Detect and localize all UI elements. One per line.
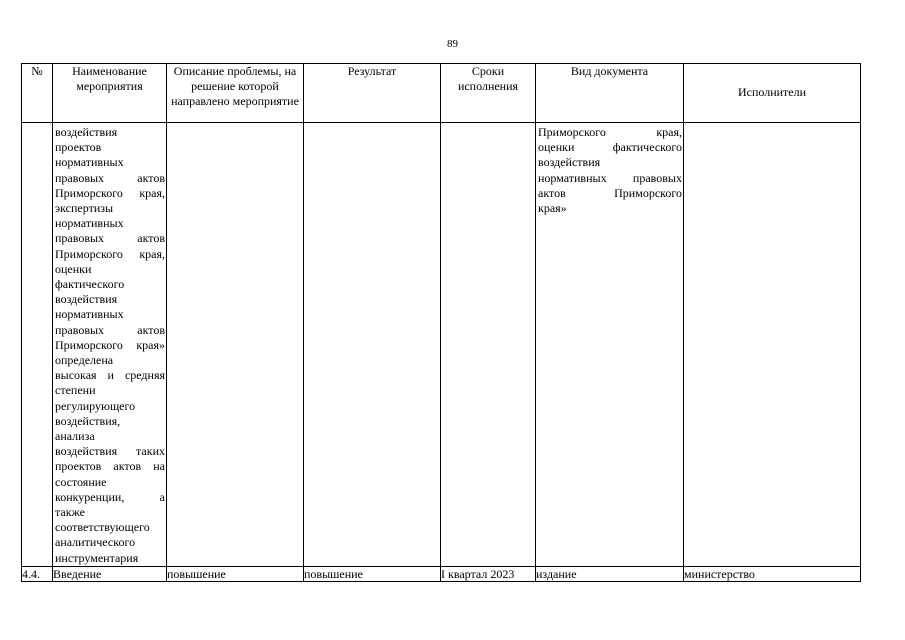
text-line: воздействия, bbox=[55, 413, 121, 428]
text-line: нормативных bbox=[55, 155, 124, 170]
cell-document-type bbox=[536, 123, 684, 567]
cell-measure-name: Введение bbox=[53, 566, 167, 581]
text-line: регулирующего bbox=[55, 398, 136, 413]
header-problem-description: Описание проблемы, на решение которой направлено мероприятие bbox=[167, 64, 304, 123]
text-line: актов Приморского bbox=[538, 185, 682, 200]
text-line: нормативных bbox=[55, 307, 124, 322]
document-type-text bbox=[536, 123, 683, 216]
text-line: воздействия bbox=[538, 155, 601, 170]
text-line: анализа bbox=[55, 429, 95, 444]
cell-result: повышение bbox=[304, 566, 441, 581]
text-line: фактического bbox=[55, 277, 125, 292]
text-line: оценки bbox=[55, 261, 92, 276]
cell-measure-name bbox=[53, 123, 167, 567]
text-line: проектов актов на bbox=[55, 459, 165, 474]
text-line: нормативных bbox=[55, 216, 124, 231]
text-line: оценки фактического bbox=[538, 140, 682, 155]
cell-number: 4.4. bbox=[22, 566, 53, 581]
measures-table bbox=[21, 63, 861, 582]
table-row-4-4 bbox=[22, 566, 861, 581]
text-line: степени bbox=[55, 383, 96, 398]
text-line: соответствующего bbox=[55, 520, 150, 535]
cell-deadline-empty bbox=[441, 123, 536, 567]
cell-problem-empty bbox=[167, 123, 304, 567]
cell-problem: повышение bbox=[167, 566, 304, 581]
text-line: нормативных правовых bbox=[538, 170, 682, 185]
text-line: правовых актов bbox=[55, 170, 165, 185]
text-line: определена bbox=[55, 353, 114, 368]
header-number: № bbox=[22, 64, 53, 123]
cell-deadline: I квартал 2023 bbox=[441, 566, 536, 581]
text-line: воздействия таких bbox=[55, 444, 165, 459]
text-line: Приморского края, bbox=[55, 185, 165, 200]
text-line: Приморского края» bbox=[55, 337, 165, 352]
text-line: края» bbox=[538, 201, 567, 216]
header-measure-name: Наименование мероприятия bbox=[53, 64, 167, 123]
cell-number-empty bbox=[22, 123, 53, 567]
page-number: 89 bbox=[447, 38, 458, 50]
table-row-continuation bbox=[22, 123, 861, 567]
text-line: экспертизы bbox=[55, 201, 114, 216]
cell-executors-empty bbox=[684, 123, 861, 567]
header-document-type: Вид документа bbox=[536, 64, 684, 123]
text-line: состояние bbox=[55, 474, 107, 489]
cell-executors: министерство bbox=[684, 566, 861, 581]
cell-result-empty bbox=[304, 123, 441, 567]
text-line: инструментария bbox=[55, 550, 139, 565]
text-line: Приморского края, bbox=[55, 246, 165, 261]
measure-name-text bbox=[53, 123, 166, 566]
text-line: аналитического bbox=[55, 535, 136, 550]
text-line: также bbox=[55, 505, 86, 520]
text-line: Приморского края, bbox=[538, 125, 682, 139]
header-deadline: Сроки исполнения bbox=[441, 64, 536, 123]
text-line: конкуренции, а bbox=[55, 489, 165, 504]
text-line: воздействия bbox=[55, 125, 118, 139]
text-line: правовых актов bbox=[55, 322, 165, 337]
text-line: высокая и средняя bbox=[55, 368, 165, 383]
header-executors: Исполнители bbox=[684, 64, 861, 123]
cell-document-type: издание bbox=[536, 566, 684, 581]
table-header-row bbox=[22, 64, 861, 123]
header-result: Результат bbox=[304, 64, 441, 123]
text-line: воздействия bbox=[55, 292, 118, 307]
text-line: правовых актов bbox=[55, 231, 165, 246]
text-line: проектов bbox=[55, 140, 102, 155]
